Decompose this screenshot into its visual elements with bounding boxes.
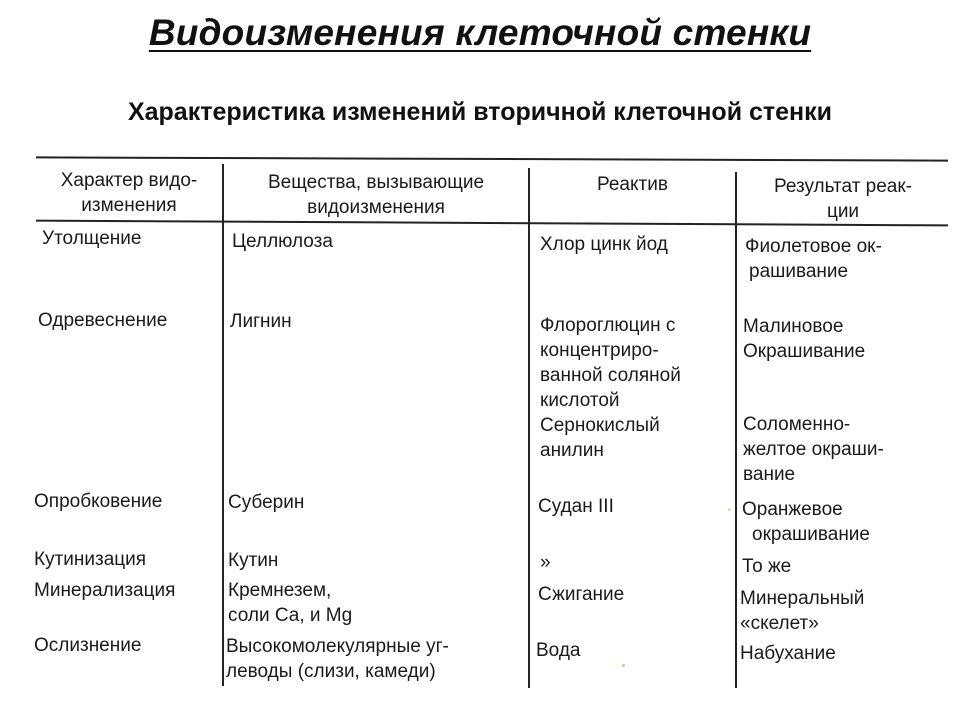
table-col-rule-3 (735, 172, 737, 688)
table-cell-change: Опробковение (34, 491, 163, 512)
table-cell-result: Оранжевое окрашивание (742, 499, 870, 545)
table-cell-result: Малиновое Окрашивание Соломенно- желтое окраши- вание (743, 316, 884, 485)
table-cell-reagent: Флороглюцин с концентриро- ванной соляной кислотой Сернокислый анилин (540, 315, 681, 461)
table-cell-result: Минеральный «скелет» (740, 588, 865, 634)
scan-speck (728, 508, 731, 511)
table-cell-reagent: » (540, 552, 551, 573)
table-cell-substance: Суберин (228, 492, 305, 513)
page-subtitle: Характеристика изменений вторичной клеточной стенки (127, 98, 833, 126)
table-cell-change: Утолщение (42, 228, 142, 249)
table-cell-substance: Целлюлоза (232, 231, 333, 252)
header-substance: Вещества, вызывающие видоизменения (267, 172, 485, 218)
table-cell-change: Одревеснение (38, 310, 168, 331)
table-col-rule-2 (528, 168, 530, 688)
scan-speck (622, 664, 625, 667)
page-title: Видоизменения клеточной стенки (148, 12, 812, 53)
header-result: Результат реак- ции (773, 176, 913, 222)
table-cell-substance: Кремнезем, соли Са, и Mg (228, 580, 353, 626)
table-cell-result: Набухание (740, 643, 836, 664)
table-top-rule (36, 156, 948, 161)
table-cell-reagent: Судан III (538, 496, 614, 517)
table-cell-substance: Кутин (228, 550, 279, 571)
table-cell-reagent: Вода (536, 640, 581, 661)
header-change: Характер видо- изменения (60, 170, 198, 216)
header-reagent: Реактив (597, 174, 668, 195)
table-cell-reagent: Хлор цинк йод (540, 234, 668, 255)
table-cell-change: Минерализация (34, 580, 176, 601)
table-cell-change: Ослизнение (34, 635, 142, 656)
table-cell-substance: Лигнин (230, 311, 292, 332)
table-cell-change: Кутинизация (34, 549, 147, 570)
table-col-rule-1 (222, 164, 224, 686)
table-cell-substance: Высокомолекулярные уг- леводы (слизи, камеди) (226, 636, 449, 682)
table-cell-reagent: Сжигание (538, 584, 625, 605)
table-cell-result: Фиолетовое ок- рашивание (745, 236, 882, 282)
table-cell-result: То же (742, 556, 792, 577)
